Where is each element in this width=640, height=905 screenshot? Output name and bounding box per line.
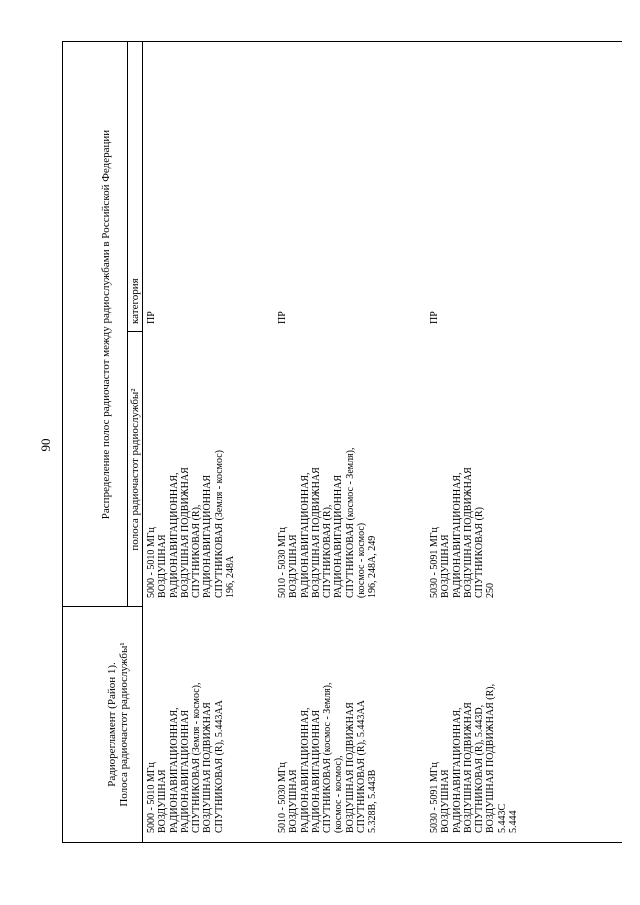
row-1-left-allocation: 5000 - 5010 МГц ВОЗДУШНАЯ РАДИОНАВИГАЦИОННАЯ, РАДИОНАВИГАЦИОННАЯ СПУТНИКОВАЯ (Земля - космос), ВОЗДУШНАЯ ПОДВИЖНАЯ СПУТНИКОВАЯ (R), 5.443АА [146,682,225,833]
header-left-subtitle: Полоса радиочастот радиослужбы¹ [118,642,130,807]
header-right-col-band: полоса радиочастот радиослужбы² [129,388,141,551]
header-left-title: Радиорегламент (Район 1). [106,662,118,787]
header-split-rule [127,42,128,607]
page-number: 90 [38,438,53,452]
row-2-rf-allocation: 5010 - 5030 МГц ВОЗДУШНАЯ РАДИОНАВИГАЦИОННАЯ, ВОЗДУШНАЯ ПОДВИЖНАЯ СПУТНИКОВАЯ (R), РАДИОНАВИГАЦИОННАЯ СПУТНИКОВАЯ (космос - Земля), (космос - космос) 196, 248А, 249 [277,447,379,598]
row-3-rf-allocation: 5030 - 5091 МГц ВОЗДУШНАЯ РАДИОНАВИГАЦИОННАЯ, ВОЗДУШНАЯ ПОДВИЖНАЯ СПУТНИКОВАЯ (R) 250 [429,467,497,598]
table-top-border [62,42,63,842]
row-3-category: ПР [429,311,440,324]
row-2-left-allocation: 5010 - 5030 МГц ВОЗДУШНАЯ РАДИОНАВИГАЦИОННАЯ, РАДИОНАВИГАЦИОННАЯ СПУТНИКОВАЯ (космос - Земля), (космос - космос), ВОЗДУШНАЯ ПОДВИЖНАЯ СПУТНИКОВАЯ (R), 5.443АА 5.328B, 5.443B [277,682,379,833]
row-3-left-allocation: 5030 - 5091 МГц ВОЗДУШНАЯ РАДИОНАВИГАЦИОННАЯ, ВОЗДУШНАЯ ПОДВИЖНАЯ СПУТНИКОВАЯ (R), 5.443D, ВОЗДУШНАЯ ПОДВИЖНАЯ (R), 5.443С 5.444 [429,683,520,833]
header-right-col-category: категория [129,278,141,324]
row-1-rf-allocation: 5000 - 5010 МГц ВОЗДУШНАЯ РАДИОНАВИГАЦИОННАЯ, ВОЗДУШНАЯ ПОДВИЖНАЯ СПУТНИКОВАЯ (R), РАДИОНАВИГАЦИОННАЯ СПУТНИКОВАЯ (Земля - космос) 196, 248А [146,449,237,598]
frequency-allocation-table [62,41,622,843]
header-right-title: Распределение полос радиочастот между радиослужбами в Российской Федерации [100,129,112,520]
row-1-category: ПР [146,311,157,324]
row-2-category: ПР [277,311,288,324]
header-bottom-rule [142,42,143,842]
